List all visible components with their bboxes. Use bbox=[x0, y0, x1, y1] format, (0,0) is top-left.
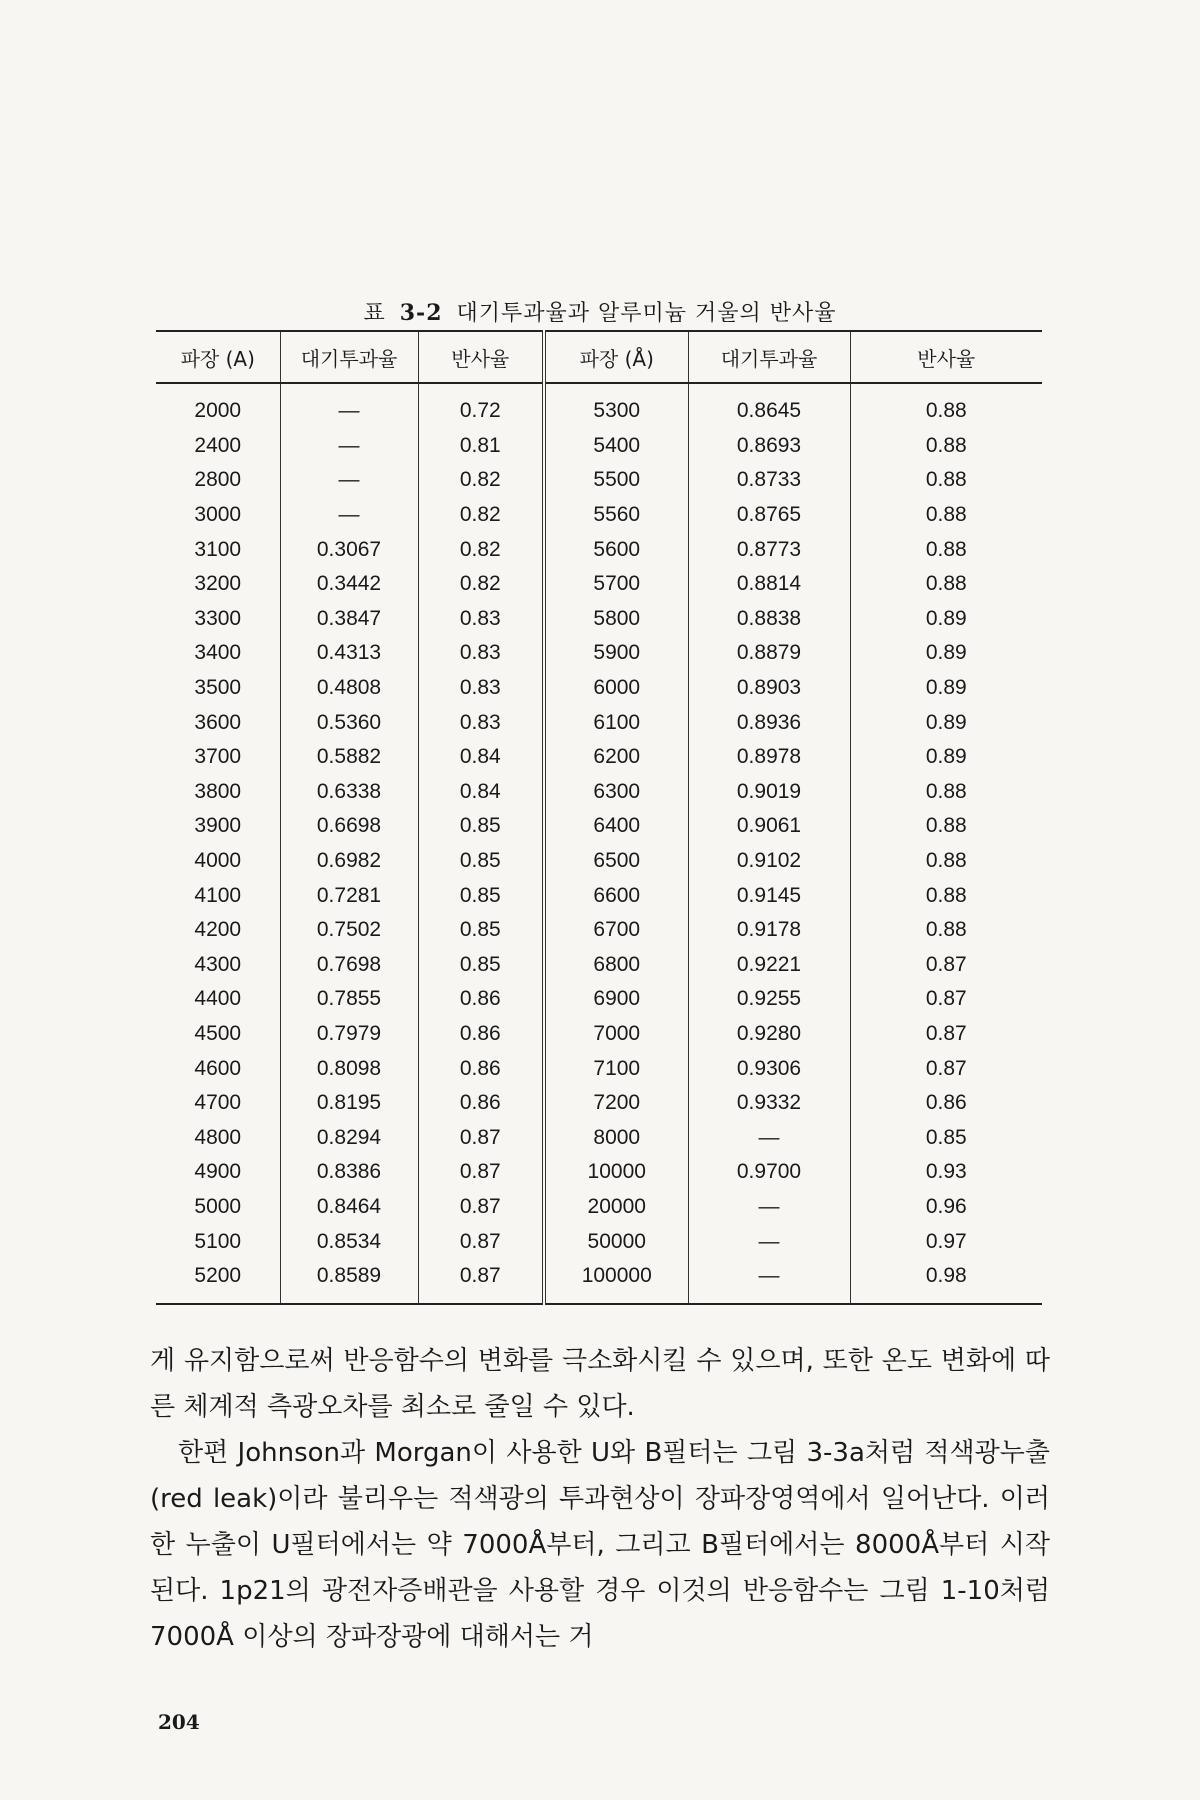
table-row bbox=[156, 705, 1042, 740]
table-cell: 3400 bbox=[194, 641, 242, 665]
table-cell: 0.87 bbox=[418, 1190, 544, 1225]
table-cell: 100000 bbox=[544, 1259, 688, 1305]
table-cell: 0.6338 bbox=[280, 775, 418, 810]
table-cell: 3800 bbox=[194, 779, 242, 803]
table-cell: 0.8693 bbox=[688, 429, 850, 464]
table-cell: 0.9700 bbox=[688, 1155, 850, 1190]
table-cell: 0.88 bbox=[850, 844, 1042, 879]
table-cell: 5300 bbox=[544, 383, 688, 429]
header-cell: 반사율 bbox=[850, 331, 1042, 383]
table-cell: 0.88 bbox=[850, 429, 1042, 464]
table-cell: 0.3067 bbox=[280, 532, 418, 567]
table-cell: 0.82 bbox=[418, 567, 544, 602]
table-cell: 20000 bbox=[544, 1190, 688, 1225]
table-cell: 0.8386 bbox=[280, 1155, 418, 1190]
table-cell: 3300 bbox=[194, 606, 242, 630]
table-cell: 0.9019 bbox=[688, 775, 850, 810]
table-cell: 0.86 bbox=[418, 1086, 544, 1121]
table-cell: 0.9280 bbox=[688, 1017, 850, 1052]
table-row bbox=[156, 532, 1042, 567]
table-row bbox=[156, 636, 1042, 671]
table-cell: 4400 bbox=[194, 987, 242, 1011]
table-cell: 2000 bbox=[194, 399, 242, 423]
table-cell: 0.87 bbox=[850, 948, 1042, 983]
table-row bbox=[156, 383, 1042, 429]
table-cell: 0.87 bbox=[418, 1259, 544, 1305]
table-cell: 4000 bbox=[194, 849, 242, 873]
header-cell: 파장 (A) bbox=[156, 331, 280, 383]
table-cell: 3000 bbox=[194, 503, 242, 527]
table-row bbox=[156, 1224, 1042, 1259]
table-cell: 0.7281 bbox=[280, 878, 418, 913]
table-cell: 4100 bbox=[194, 883, 242, 907]
table-row bbox=[156, 878, 1042, 913]
table-cell: 3700 bbox=[194, 745, 242, 769]
table-cell: 0.8534 bbox=[280, 1224, 418, 1259]
table-body bbox=[156, 383, 1042, 1304]
header-cell: 파장 (Å) bbox=[544, 331, 688, 383]
table-cell: 10000 bbox=[544, 1155, 688, 1190]
table-cell: 0.8733 bbox=[688, 463, 850, 498]
table-cell: 0.93 bbox=[850, 1155, 1042, 1190]
table-cell: — bbox=[688, 1120, 850, 1155]
table-cell: 0.8978 bbox=[688, 740, 850, 775]
table-cell: 0.7855 bbox=[280, 982, 418, 1017]
table-cell: 7000 bbox=[544, 1017, 688, 1052]
table-cell: 5000 bbox=[194, 1194, 242, 1218]
table-cell: 0.83 bbox=[418, 602, 544, 637]
table-cell: 0.72 bbox=[418, 383, 544, 429]
table-cell: 0.84 bbox=[418, 775, 544, 810]
table-cell: 0.8464 bbox=[280, 1190, 418, 1225]
table-cell: 4200 bbox=[194, 918, 242, 942]
table-cell: 7200 bbox=[544, 1086, 688, 1121]
table-cell: 50000 bbox=[544, 1224, 688, 1259]
table-cell: 6900 bbox=[544, 982, 688, 1017]
table-cell: 5700 bbox=[544, 567, 688, 602]
caption-title: 대기투과율과 알루미늄 거울의 반사율 bbox=[456, 301, 837, 326]
table-cell: 0.8838 bbox=[688, 602, 850, 637]
table-cell: 0.89 bbox=[850, 671, 1042, 706]
table-cell: 0.9145 bbox=[688, 878, 850, 913]
table-cell: 4700 bbox=[194, 1091, 242, 1115]
table-cell: 0.5360 bbox=[280, 705, 418, 740]
table-cell: 0.9332 bbox=[688, 1086, 850, 1121]
paragraph-2: 한편 Johnson과 Morgan이 사용한 U와 B필터는 그림 3-3a처럼 적색광누출(red leak)이라 불리우는 적색광의 투과현상이 장파장영역에서 일어난다. 이러한 누출이 U필터에서는 약 7000Å부터, 그리고 B필터에서는 8000Å부터 시작된다. 1p21의 광전자증배관을 사용할 경우 이것의 반응함수는 그림 1-10처럼 7000Å 이상의 장파장광에 대해서는 거 bbox=[150, 1438, 1050, 1652]
table-header bbox=[156, 331, 1042, 383]
caption-label: 표 bbox=[363, 301, 386, 326]
table-cell: 6100 bbox=[544, 705, 688, 740]
table-cell: 0.6698 bbox=[280, 809, 418, 844]
table-row bbox=[156, 567, 1042, 602]
table-cell: 0.8294 bbox=[280, 1120, 418, 1155]
table-cell: 5560 bbox=[544, 498, 688, 533]
table-cell: 0.96 bbox=[850, 1190, 1042, 1225]
table-cell: 0.89 bbox=[850, 602, 1042, 637]
table-cell: 0.86 bbox=[418, 982, 544, 1017]
table-cell: 0.88 bbox=[850, 913, 1042, 948]
table-cell: 0.98 bbox=[850, 1259, 1042, 1305]
table-cell: 0.88 bbox=[850, 532, 1042, 567]
table-cell: 6500 bbox=[544, 844, 688, 879]
table-cell: 0.83 bbox=[418, 671, 544, 706]
table-cell: — bbox=[688, 1190, 850, 1225]
table-row bbox=[156, 1086, 1042, 1121]
header-cell: 대기투과율 bbox=[688, 331, 850, 383]
table-row bbox=[156, 671, 1042, 706]
table-cell: 6000 bbox=[544, 671, 688, 706]
table-cell: 0.9221 bbox=[688, 948, 850, 983]
table-cell: 0.84 bbox=[418, 740, 544, 775]
table-row bbox=[156, 809, 1042, 844]
table-cell: 0.8936 bbox=[688, 705, 850, 740]
body-text bbox=[150, 1338, 1050, 1660]
table-cell: 4900 bbox=[194, 1160, 242, 1184]
table-cell: 4800 bbox=[194, 1125, 242, 1149]
table-cell: 0.8814 bbox=[688, 567, 850, 602]
table-cell: 8000 bbox=[544, 1120, 688, 1155]
table-cell: 7100 bbox=[544, 1051, 688, 1086]
table-cell: 0.88 bbox=[850, 498, 1042, 533]
table-cell: 6200 bbox=[544, 740, 688, 775]
table-cell: 0.97 bbox=[850, 1224, 1042, 1259]
table-cell: 0.87 bbox=[850, 1017, 1042, 1052]
table-cell: 3100 bbox=[194, 537, 242, 561]
table-cell: 0.8589 bbox=[280, 1259, 418, 1305]
table-cell: 0.87 bbox=[418, 1120, 544, 1155]
table-cell: — bbox=[688, 1259, 850, 1305]
table-cell: 6600 bbox=[544, 878, 688, 913]
table-cell: 0.7502 bbox=[280, 913, 418, 948]
table-cell: 3600 bbox=[194, 710, 242, 734]
table-cell: 0.83 bbox=[418, 636, 544, 671]
table-row bbox=[156, 498, 1042, 533]
header-cell: 반사율 bbox=[418, 331, 544, 383]
table-cell: 0.89 bbox=[850, 636, 1042, 671]
table-cell: 0.82 bbox=[418, 532, 544, 567]
table-cell: 0.9306 bbox=[688, 1051, 850, 1086]
table-cell: 6400 bbox=[544, 809, 688, 844]
caption-number: 3-2 bbox=[399, 300, 443, 326]
table-cell: 0.6982 bbox=[280, 844, 418, 879]
table-cell: 0.88 bbox=[850, 383, 1042, 429]
header-row bbox=[156, 331, 1042, 383]
table-cell: 5600 bbox=[544, 532, 688, 567]
table-cell: 0.82 bbox=[418, 463, 544, 498]
table-cell: 0.8645 bbox=[688, 383, 850, 429]
table-cell: 0.88 bbox=[850, 878, 1042, 913]
table-cell: 0.9102 bbox=[688, 844, 850, 879]
table-cell: 6700 bbox=[544, 913, 688, 948]
table-row bbox=[156, 913, 1042, 948]
table-cell: 0.88 bbox=[850, 463, 1042, 498]
data-table bbox=[156, 330, 1042, 1305]
table-cell: 0.4313 bbox=[280, 636, 418, 671]
header-cell: 대기투과율 bbox=[280, 331, 418, 383]
table-cell: 5500 bbox=[544, 463, 688, 498]
table-cell: 4500 bbox=[194, 1021, 242, 1045]
table-row bbox=[156, 1190, 1042, 1225]
table-row bbox=[156, 1051, 1042, 1086]
table-cell: 5200 bbox=[156, 1259, 280, 1305]
table-cell: 0.3442 bbox=[280, 567, 418, 602]
table-row bbox=[156, 982, 1042, 1017]
table-cell: — bbox=[280, 463, 418, 498]
table-cell: 5900 bbox=[544, 636, 688, 671]
table-cell: 3500 bbox=[194, 676, 242, 700]
table-cell: 0.8098 bbox=[280, 1051, 418, 1086]
table-cell: 0.89 bbox=[850, 740, 1042, 775]
table-cell: 0.87 bbox=[418, 1224, 544, 1259]
table-cell: 0.85 bbox=[850, 1120, 1042, 1155]
table-row bbox=[156, 463, 1042, 498]
table-cell: 0.85 bbox=[418, 913, 544, 948]
table-cell: 4600 bbox=[194, 1056, 242, 1080]
table-cell: 0.4808 bbox=[280, 671, 418, 706]
table-cell: 0.86 bbox=[418, 1017, 544, 1052]
table-row bbox=[156, 775, 1042, 810]
table-cell: 0.8879 bbox=[688, 636, 850, 671]
table-cell: 0.9255 bbox=[688, 982, 850, 1017]
table-cell: 5800 bbox=[544, 602, 688, 637]
page-number: 204 bbox=[158, 1710, 200, 1734]
table-cell: 0.8903 bbox=[688, 671, 850, 706]
table-cell: 0.7698 bbox=[280, 948, 418, 983]
table-row bbox=[156, 429, 1042, 464]
table-row bbox=[156, 602, 1042, 637]
table-cell: 0.87 bbox=[850, 1051, 1042, 1086]
table-cell: 0.87 bbox=[850, 982, 1042, 1017]
table-cell: 0.85 bbox=[418, 809, 544, 844]
paragraph-1: 게 유지함으로써 반응함수의 변화를 극소화시킬 수 있으며, 또한 온도 변화에 따른 체계적 측광오차를 최소로 줄일 수 있다. bbox=[150, 1346, 1050, 1422]
table-cell: 0.8195 bbox=[280, 1086, 418, 1121]
table-cell: 0.85 bbox=[418, 844, 544, 879]
table-row bbox=[156, 1259, 1042, 1305]
table-cell: 6300 bbox=[544, 775, 688, 810]
table-cell: 0.8773 bbox=[688, 532, 850, 567]
table-cell: 0.85 bbox=[418, 878, 544, 913]
table-cell: — bbox=[688, 1224, 850, 1259]
table-cell: 0.83 bbox=[418, 705, 544, 740]
table-cell: — bbox=[280, 383, 418, 429]
table-row bbox=[156, 948, 1042, 983]
table-cell: 0.9178 bbox=[688, 913, 850, 948]
table-cell: 0.89 bbox=[850, 705, 1042, 740]
table-row bbox=[156, 844, 1042, 879]
table-cell: 4300 bbox=[194, 952, 242, 976]
table-cell: 0.86 bbox=[418, 1051, 544, 1086]
table-cell: 6800 bbox=[544, 948, 688, 983]
table-cell: 5400 bbox=[544, 429, 688, 464]
table-cell: 2800 bbox=[194, 468, 242, 492]
table-row bbox=[156, 1017, 1042, 1052]
table-cell: 3200 bbox=[194, 572, 242, 596]
table-row bbox=[156, 1120, 1042, 1155]
table-cell: 0.5882 bbox=[280, 740, 418, 775]
table-cell: 0.88 bbox=[850, 567, 1042, 602]
table-cell: 0.88 bbox=[850, 775, 1042, 810]
table-row bbox=[156, 740, 1042, 775]
table-cell: — bbox=[280, 429, 418, 464]
table-cell: 0.81 bbox=[418, 429, 544, 464]
table-cell: 0.88 bbox=[850, 809, 1042, 844]
table-cell: 0.7979 bbox=[280, 1017, 418, 1052]
table-cell: 0.86 bbox=[850, 1086, 1042, 1121]
table-cell: 0.9061 bbox=[688, 809, 850, 844]
table-cell: 5100 bbox=[194, 1229, 242, 1253]
table-cell: 3900 bbox=[194, 814, 242, 838]
table-cell: 0.87 bbox=[418, 1155, 544, 1190]
table-cell: — bbox=[280, 498, 418, 533]
table-cell: 0.82 bbox=[418, 498, 544, 533]
table-cell: 0.3847 bbox=[280, 602, 418, 637]
table-cell: 0.8765 bbox=[688, 498, 850, 533]
table-cell: 0.85 bbox=[418, 948, 544, 983]
table-caption bbox=[0, 296, 1200, 327]
table-row bbox=[156, 1155, 1042, 1190]
table-cell: 2400 bbox=[194, 433, 242, 457]
